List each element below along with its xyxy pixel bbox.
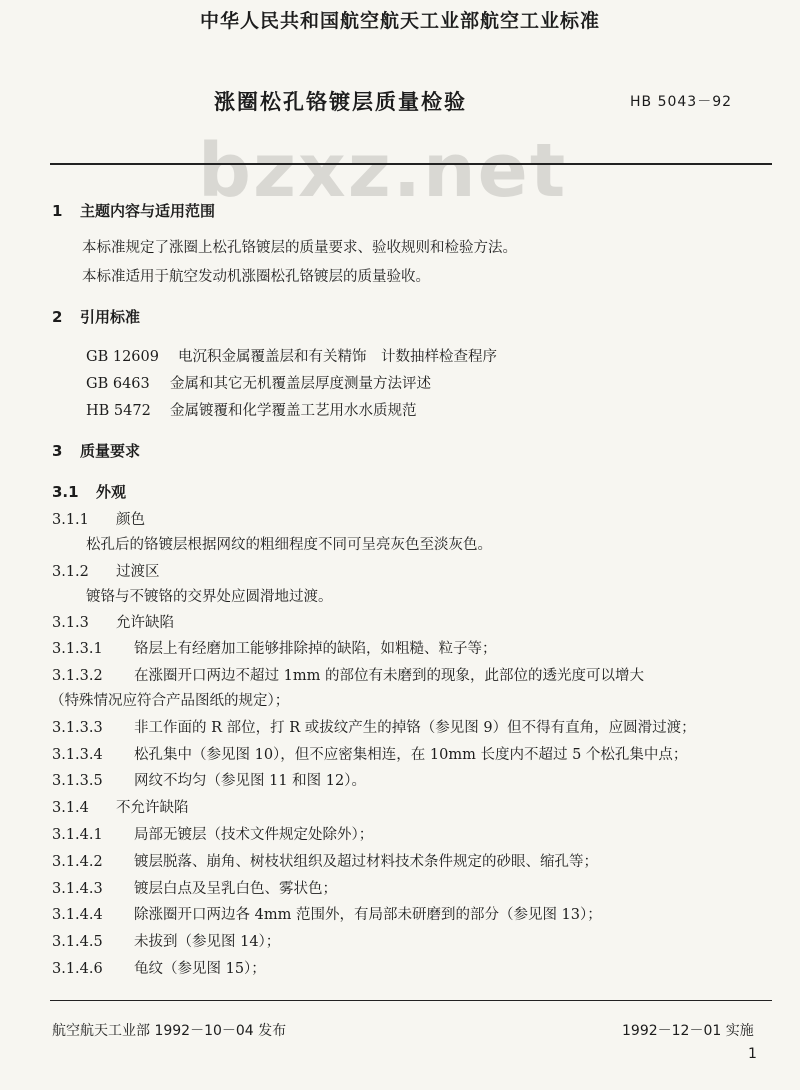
section-heading: 3 质量要求 (52, 442, 141, 460)
clause: 3.1.4.4 除涨圈开口两边各 4mm 范围外，有局部未研磨到的部分（参见图 13）； (52, 907, 602, 923)
clause: 3.1.3.4 松孔集中（参见图 10），但不应密集相连，在 10mm 长度内不超过 5 个松孔集中点； (52, 747, 688, 763)
clause: 3.1.1 颜色 (52, 512, 145, 528)
paragraph: 松孔后的铬镀层根据网纹的粗细程度不同可呈亮灰色至淡灰色。 (86, 537, 492, 553)
page-number: 1 (748, 1046, 757, 1062)
section-heading: 1 主题内容与适用范围 (52, 202, 216, 220)
issue-date: 航空航天工业部 1992－10－04 发布 (52, 1023, 287, 1039)
paragraph: 本标准规定了涨圈上松孔铬镀层的质量要求、验收规则和检验方法。 (82, 240, 517, 256)
footer-divider (50, 1000, 772, 1001)
clause: 3.1.3.1 铬层上有经磨加工能够排除掉的缺陷，如粗糙、粒子等； (52, 641, 497, 657)
clause: 3.1.4.2 镀层脱落、崩角、树枝状组织及超过材料技术条件规定的砂眼、缩孔等； (52, 854, 598, 870)
clause: 3.1.3.2 在涨圈开口两边不超过 1mm 的部位有未磨到的现象，此部位的透光度可以增大 (52, 668, 644, 684)
reference-standard: HB 5472 金属镀覆和化学覆盖工艺用水水质规范 (86, 403, 417, 419)
paragraph: 镀铬与不镀铬的交界处应圆滑地过渡。 (86, 589, 333, 605)
clause: 3.1.4.5 未拔到（参见图 14）； (52, 934, 281, 950)
reference-standard: GB 6463 金属和其它无机覆盖层厚度测量方法评述 (86, 376, 431, 392)
clause: 3.1.4 不允许缺陷 (52, 800, 189, 816)
paragraph: 本标准适用于航空发动机涨圈松孔铬镀层的质量验收。 (82, 269, 430, 285)
header-divider (50, 163, 772, 165)
standard-code: HB 5043－92 (630, 94, 733, 110)
clause: 3.1.2 过渡区 (52, 564, 160, 580)
document-title: 涨圈松孔铬镀层质量检验 (214, 90, 467, 114)
clause: 3.1.3.5 网纹不均匀（参见图 11 和图 12）。 (52, 773, 366, 789)
effective-date: 1992－12－01 实施 (622, 1023, 754, 1039)
clause: 3.1.3 允许缺陷 (52, 615, 174, 631)
clause: 3.1.3.3 非工作面的 R 部位，打 R 或拔纹产生的掉铬（参见图 9）但不得有直角，应圆滑过渡； (52, 720, 696, 736)
clause-continuation: （特殊情况应符合产品图纸的规定）； (50, 693, 290, 709)
clause: 3.1.4.6 龟纹（参见图 15）； (52, 961, 266, 977)
clause: 3.1.4.1 局部无镀层（技术文件规定处除外）； (52, 827, 374, 843)
clause: 3.1.4.3 镀层白点及呈乳白色、雾状色； (52, 881, 337, 897)
issuing-authority: 中华人民共和国航空航天工业部航空工业标准 (199, 10, 600, 32)
subsection-heading: 3.1 外观 (52, 483, 127, 501)
reference-standard: GB 12609 电沉积金属覆盖层和有关精饰 计数抽样检查程序 (86, 349, 497, 365)
section-heading: 2 引用标准 (52, 308, 141, 326)
watermark: bzxz.net (198, 128, 568, 214)
